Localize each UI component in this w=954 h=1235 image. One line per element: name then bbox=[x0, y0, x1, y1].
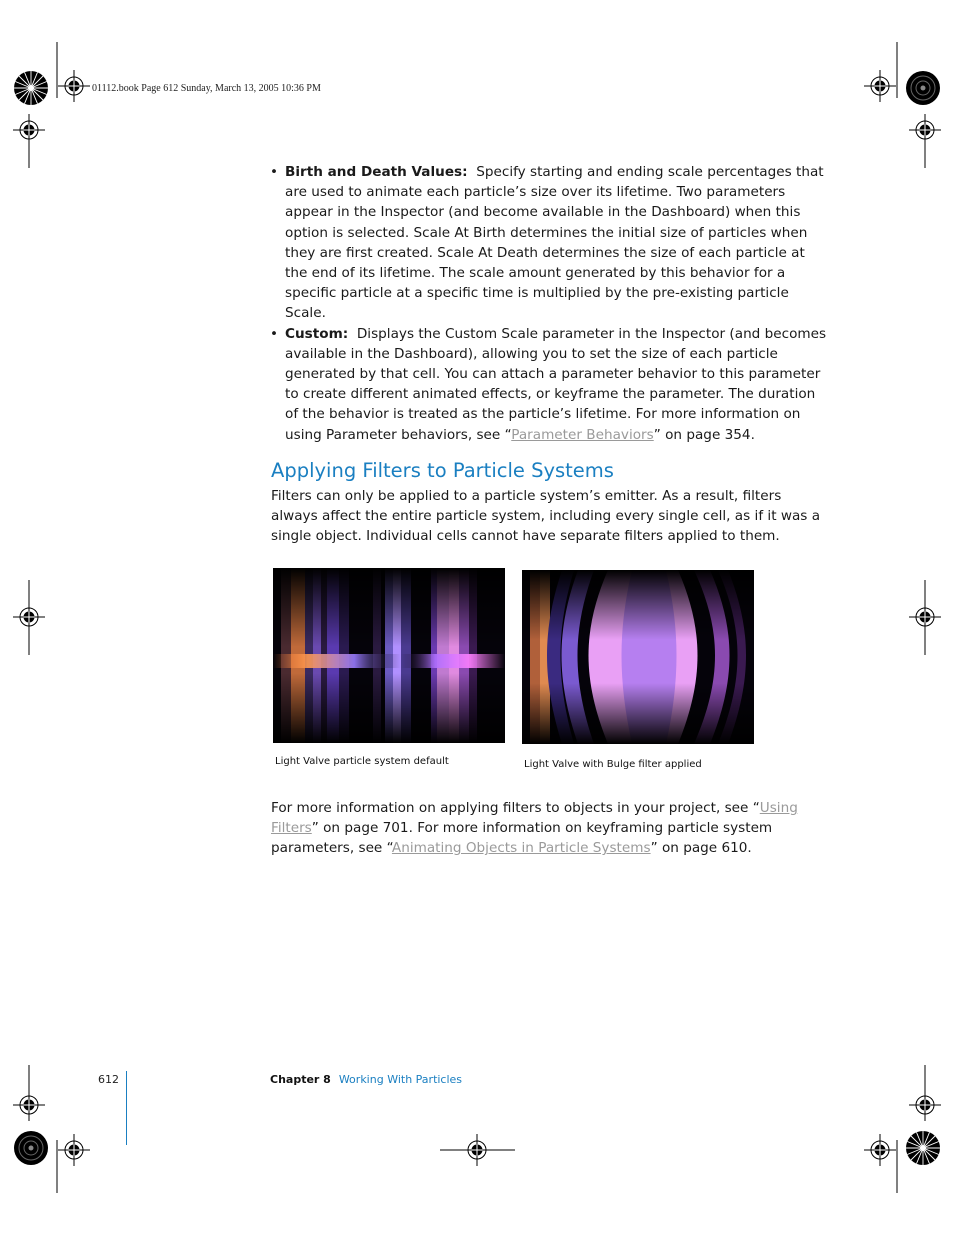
closing-paragraph bbox=[271, 798, 831, 859]
closing-text: ” on page 610. bbox=[650, 840, 752, 857]
term: Custom: bbox=[285, 325, 349, 342]
bullet-glyph: • bbox=[270, 325, 279, 342]
list-item bbox=[270, 162, 830, 324]
particle-image bbox=[522, 570, 754, 744]
cross-reference-link[interactable]: Using Filters bbox=[271, 800, 798, 837]
running-footer bbox=[270, 1073, 462, 1086]
page-number: 612 bbox=[98, 1073, 119, 1086]
list-item bbox=[270, 324, 830, 445]
closing-text: ” on page 701. For more information on keyframing particle system parameters, see “ bbox=[271, 820, 773, 857]
cross-reference-link[interactable]: Parameter Behaviors bbox=[511, 426, 654, 443]
figure-light-valve-default bbox=[273, 568, 505, 743]
figure-caption: Light Valve with Bulge filter applied bbox=[524, 759, 702, 770]
term: Birth and Death Values: bbox=[285, 164, 468, 180]
figure-light-valve-bulge bbox=[522, 570, 754, 744]
closing-text: For more information on applying filters to objects in your project, see “ bbox=[271, 800, 760, 816]
bullet-glyph: • bbox=[270, 164, 279, 180]
figure-caption: Light Valve particle system default bbox=[275, 756, 449, 767]
term-description-tail: ” on page 354. bbox=[653, 426, 755, 443]
scale-option-list bbox=[270, 162, 830, 445]
term-description: Specify starting and ending scale percentages that are used to animate each particle’s size over its lifetime. Two parameters appear in the Inspector (and become available in the Dashboard) when this option is selected. Scale At Birth determines the initial size of particles when they are first created. Scale At Death determines the size of each particle at the end of its lifetime. The scale amount generated by this behavior for a specific particle at a specific time is multiplied by the pre-existing particle Scale. bbox=[285, 164, 824, 322]
chapter-number: Chapter 8 bbox=[270, 1073, 331, 1086]
chapter-title: Working With Particles bbox=[338, 1073, 463, 1086]
intro-paragraph: Filters can only be applied to a particle system’s emitter. As a result, filters always affect the entire particle system, including every single cell, as if it was a single object. Individual cells cannot have separate filters applied to them. bbox=[271, 488, 821, 545]
particle-image bbox=[273, 568, 505, 743]
footer-rule bbox=[126, 1071, 127, 1145]
print-slug: 01112.book Page 612 Sunday, March 13, 2005 10:36 PM bbox=[92, 83, 321, 94]
section-heading: Applying Filters to Particle Systems bbox=[271, 459, 614, 482]
term-description: Displays the Custom Scale parameter in the Inspector (and becomes available in the Dashboard), allowing you to set the size of each particle generated by that cell. You can attach a parameter behavior to this parameter to create different animated effects, or keyframe the parameter. The duration of the behavior is treated as the particle’s lifetime. For more information on using Parameter behaviors, see “ bbox=[285, 325, 827, 443]
cross-reference-link[interactable]: Animating Objects in Particle Systems bbox=[391, 840, 651, 857]
